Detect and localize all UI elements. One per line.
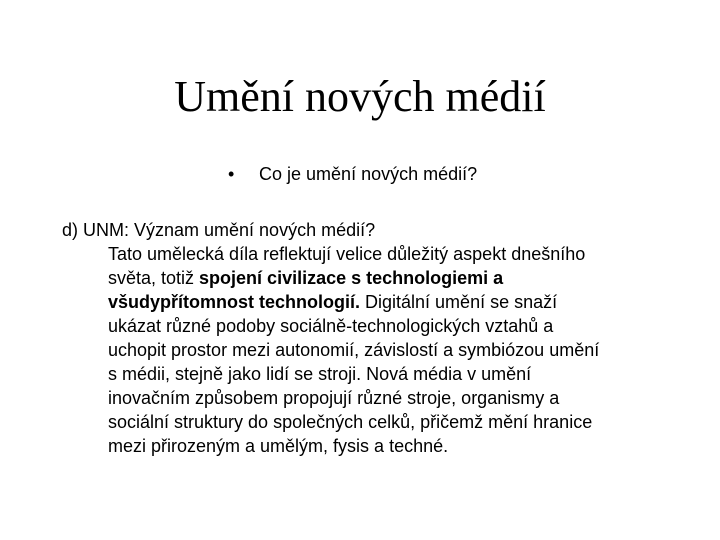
section-heading: d) UNM: Význam umění nových médií? xyxy=(62,220,376,240)
paragraph-text: s médii, stejně jako lidí se stroji. Nová média v umění xyxy=(108,364,532,384)
paragraph-line xyxy=(108,266,668,290)
bullet-text: Co je umění nových médií? xyxy=(259,164,478,184)
paragraph-line xyxy=(108,338,668,362)
bullet-item xyxy=(228,162,477,186)
paragraph-text: Digitální umění se snaží xyxy=(360,292,558,312)
body-paragraph xyxy=(108,242,668,458)
paragraph-line xyxy=(108,410,668,434)
paragraph-line xyxy=(108,314,668,338)
paragraph-line xyxy=(108,290,668,314)
paragraph-line xyxy=(108,386,668,410)
emphasized-text: spojení civilizace s technologiemi a xyxy=(199,268,504,288)
paragraph-text: ukázat různé podoby sociálně-technologických vztahů a xyxy=(108,316,554,336)
paragraph-line xyxy=(108,434,668,458)
paragraph-line xyxy=(108,242,668,266)
slide-title: Umění nových médií xyxy=(174,72,546,121)
paragraph-text: uchopit prostor mezi autonomií, závislostí a symbiózou umění xyxy=(108,340,600,360)
paragraph-text: mezi přirozeným a umělým, fysis a techné. xyxy=(108,436,449,456)
paragraph-text: sociální struktury do společných celků, přičemž mění hranice xyxy=(108,412,593,432)
paragraph-text: světa, totiž xyxy=(108,268,200,288)
paragraph-line xyxy=(108,362,668,386)
paragraph-text: Tato umělecká díla reflektují velice důležitý aspekt dnešního xyxy=(108,244,586,264)
bullet-icon: • xyxy=(228,164,235,184)
emphasized-text: všudypřítomnost technologií. xyxy=(108,292,361,312)
paragraph-text: inovačním způsobem propojují různé stroje, organismy a xyxy=(108,388,560,408)
